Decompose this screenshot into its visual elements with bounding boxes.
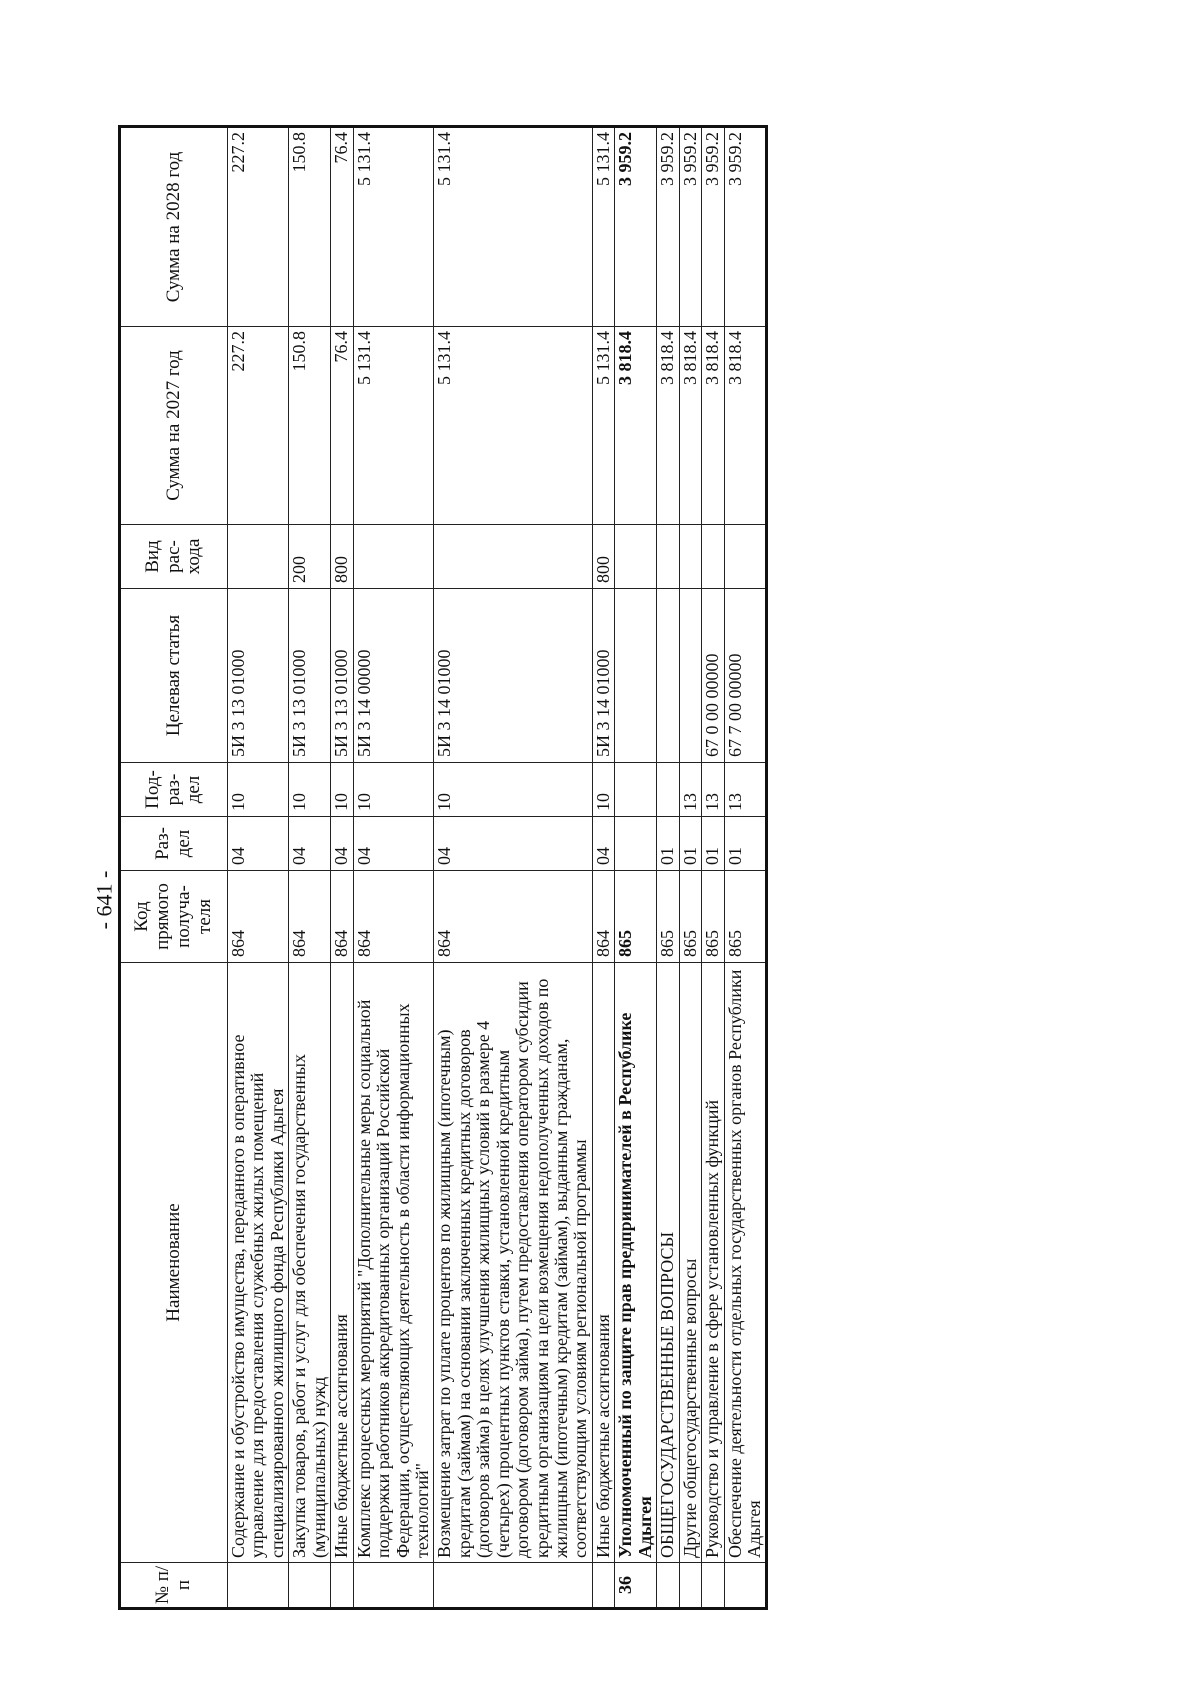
budget-table (118, 125, 768, 1610)
cell-sum-2027: 3 818.4 (657, 327, 679, 525)
cell-sum-2028: 150.8 (289, 127, 331, 327)
cell-section: 01 (657, 817, 679, 871)
cell-expense (353, 525, 434, 589)
cell-subsection: 10 (228, 763, 289, 817)
table-row (353, 127, 434, 1609)
cell-num (679, 1563, 701, 1609)
cell-sum-2028: 3 959.2 (679, 127, 701, 327)
cell-section: 01 (679, 817, 701, 871)
cell-subsection: 10 (592, 763, 614, 817)
cell-sum-2028: 3 959.2 (724, 127, 767, 327)
table-row (592, 127, 614, 1609)
cell-num (702, 1563, 724, 1609)
cell-article: 5И 3 14 01000 (434, 589, 593, 763)
cell-expense (657, 525, 679, 589)
cell-section: 04 (331, 817, 353, 871)
cell-sum-2027: 3 818.4 (679, 327, 701, 525)
cell-sum-2027: 227.2 (228, 327, 289, 525)
cell-article: 67 0 00 00000 (702, 589, 724, 763)
cell-section: 04 (289, 817, 331, 871)
cell-section: 01 (724, 817, 767, 871)
cell-subsection: 13 (702, 763, 724, 817)
cell-article: 5И 3 14 01000 (592, 589, 614, 763)
cell-name: Иные бюджетные ассигнования (592, 963, 614, 1563)
cell-article: 5И 3 13 01000 (228, 589, 289, 763)
cell-recipient: 864 (331, 871, 353, 963)
table-row-bold (615, 127, 657, 1609)
rotated-table-inner (118, 128, 1026, 1610)
cell-sum-2028: 5 131.4 (353, 127, 434, 327)
cell-expense: 800 (592, 525, 614, 589)
cell-name: Возмещение затрат по уплате процентов по жилищным (ипотечным) кредитам (займам) на основании заключенных кредитных договоров (договоров займа) в целях улучшения жилищных условий в размере 4 (четырех) процентных пунктов ставки, установленной кредитным договором (договором займа), путем предоставления оператором субсидии кредитным организациям на цели возмещения недополученных доходов по жилищным (ипотечным) кредитам (займам), выданным гражданам, соответствующим условиям региональной программы (434, 963, 593, 1563)
cell-expense: 800 (331, 525, 353, 589)
cell-sum-2027: 5 131.4 (592, 327, 614, 525)
cell-name: Комплекс процессных мероприятий "Дополнительные меры социальной поддержки работников аккредитованных организаций Российской Федерации, осуществляющих деятельность в области информационных технологий" (353, 963, 434, 1563)
table-row (228, 127, 289, 1609)
cell-expense (702, 525, 724, 589)
cell-recipient: 865 (657, 871, 679, 963)
table-row (702, 127, 724, 1609)
cell-recipient: 864 (353, 871, 434, 963)
header-article: Целевая статья (120, 589, 228, 763)
cell-section (615, 817, 657, 871)
cell-sum-2028: 76.4 (331, 127, 353, 327)
cell-sum-2027: 3 818.4 (702, 327, 724, 525)
header-recipient: Код прямого получа-теля (120, 871, 228, 963)
header-section: Раз-дел (120, 817, 228, 871)
cell-recipient: 864 (592, 871, 614, 963)
page-number-text: - 641 - (91, 870, 116, 930)
cell-sum-2027: 3 818.4 (724, 327, 767, 525)
cell-article: 5И 3 13 01000 (289, 589, 331, 763)
cell-name: Обеспечение деятельности отдельных государственных органов Республики Адыгея (724, 963, 767, 1563)
cell-subsection (615, 763, 657, 817)
cell-num: 36 (615, 1563, 657, 1609)
cell-name: Содержание и обустройство имущества, переданного в оперативное управление для предоставления служебных жилых помещений специализированного жилищного фонда Республики Адыгея (228, 963, 289, 1563)
cell-sum-2027: 150.8 (289, 327, 331, 525)
cell-sum-2028: 5 131.4 (434, 127, 593, 327)
cell-name: Иные бюджетные ассигнования (331, 963, 353, 1563)
cell-name: Руководство и управление в сфере установленных функций (702, 963, 724, 1563)
cell-name: Закупка товаров, работ и услуг для обеспечения государственных (муниципальных) нужд (289, 963, 331, 1563)
cell-recipient: 865 (679, 871, 701, 963)
cell-section: 04 (353, 817, 434, 871)
cell-recipient: 864 (289, 871, 331, 963)
cell-sum-2027: 5 131.4 (434, 327, 593, 525)
cell-recipient: 864 (228, 871, 289, 963)
cell-sum-2027: 5 131.4 (353, 327, 434, 525)
cell-sum-2028: 3 959.2 (702, 127, 724, 327)
cell-num (434, 1563, 593, 1609)
cell-expense (434, 525, 593, 589)
cell-section: 04 (592, 817, 614, 871)
cell-sum-2028: 3 959.2 (657, 127, 679, 327)
table-row (657, 127, 679, 1609)
cell-num (724, 1563, 767, 1609)
cell-num (228, 1563, 289, 1609)
cell-sum-2028: 3 959.2 (615, 127, 657, 327)
cell-num (657, 1563, 679, 1609)
cell-name: Уполномоченный по защите прав предпринимателей в Республике Адыгея (615, 963, 657, 1563)
header-subsection: Под-раз-дел (120, 763, 228, 817)
header-expense: Вид рас-хода (120, 525, 228, 589)
cell-expense (228, 525, 289, 589)
header-sum-2028: Сумма на 2028 год (120, 127, 228, 327)
header-sum-2027: Сумма на 2027 год (120, 327, 228, 525)
cell-sum-2028: 5 131.4 (592, 127, 614, 327)
cell-subsection: 10 (331, 763, 353, 817)
cell-expense: 200 (289, 525, 331, 589)
cell-section: 04 (228, 817, 289, 871)
cell-subsection: 13 (679, 763, 701, 817)
cell-article (615, 589, 657, 763)
cell-recipient: 865 (724, 871, 767, 963)
cell-name: ОБЩЕГОСУДАРСТВЕННЫЕ ВОПРОСЫ (657, 963, 679, 1563)
cell-expense (724, 525, 767, 589)
cell-recipient: 865 (615, 871, 657, 963)
cell-expense (679, 525, 701, 589)
cell-num (353, 1563, 434, 1609)
cell-expense (615, 525, 657, 589)
cell-article (657, 589, 679, 763)
table-row (434, 127, 593, 1609)
cell-subsection: 10 (289, 763, 331, 817)
cell-num (331, 1563, 353, 1609)
table-row (679, 127, 701, 1609)
cell-sum-2027: 76.4 (331, 327, 353, 525)
cell-section: 04 (434, 817, 593, 871)
cell-article (679, 589, 701, 763)
table-row (289, 127, 331, 1609)
header-name: Наименование (120, 963, 228, 1563)
cell-article: 67 7 00 00000 (724, 589, 767, 763)
cell-num (289, 1563, 331, 1609)
rotated-table-container (118, 128, 1026, 1610)
cell-name: Другие общегосударственные вопросы (679, 963, 701, 1563)
table-row (724, 127, 767, 1609)
table-header-row (120, 127, 228, 1609)
cell-num (592, 1563, 614, 1609)
cell-subsection: 13 (724, 763, 767, 817)
table-row (331, 127, 353, 1609)
cell-subsection: 10 (353, 763, 434, 817)
cell-sum-2028: 227.2 (228, 127, 289, 327)
cell-section: 01 (702, 817, 724, 871)
cell-recipient: 864 (434, 871, 593, 963)
table-body (228, 127, 767, 1609)
cell-subsection: 10 (434, 763, 593, 817)
cell-sum-2027: 3 818.4 (615, 327, 657, 525)
cell-article: 5И 3 13 01000 (331, 589, 353, 763)
header-num: № п/п (120, 1563, 228, 1609)
cell-article: 5И 3 14 00000 (353, 589, 434, 763)
cell-subsection (657, 763, 679, 817)
cell-recipient: 865 (702, 871, 724, 963)
